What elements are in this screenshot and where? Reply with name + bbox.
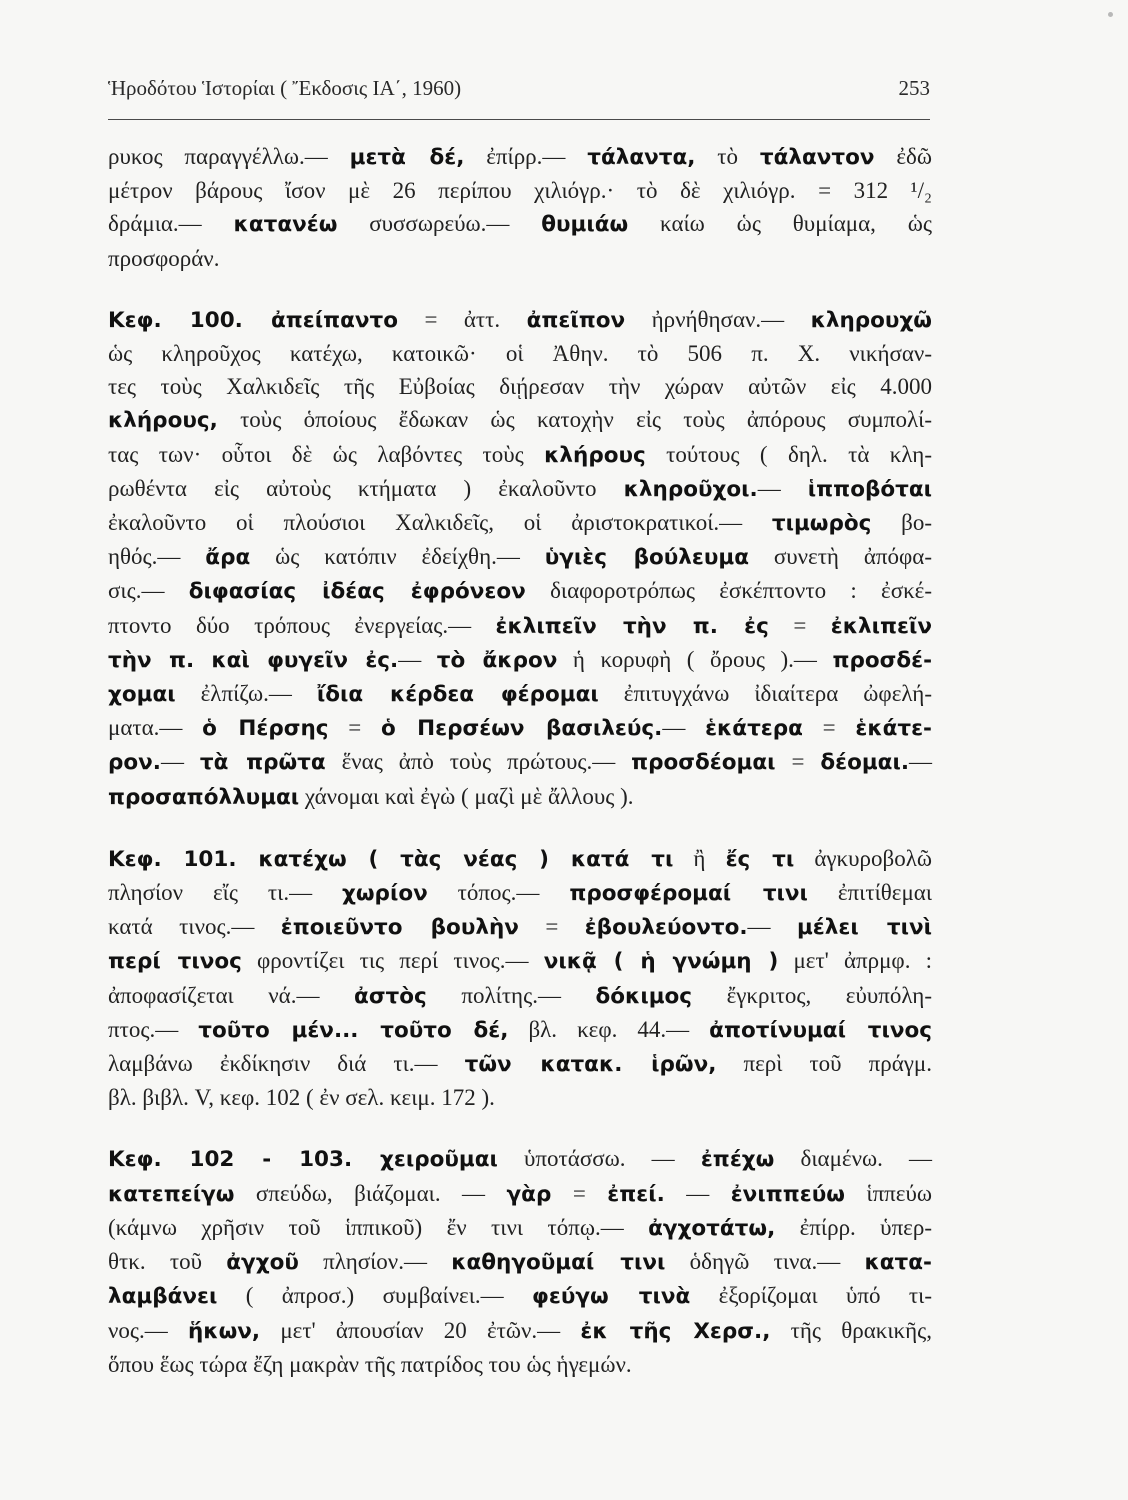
text-line xyxy=(108,711,932,745)
gloss-text: — xyxy=(160,749,200,775)
lemma-term: κατα- xyxy=(864,1250,932,1276)
gloss-text: — xyxy=(757,475,808,501)
gloss-text: τοὺς ὁποίους ἔδωκαν ὡς κατοχὴν εἰς τοὺς ἀπόρους συμπολί- xyxy=(217,407,932,433)
gloss-text: ματα.— xyxy=(108,715,203,741)
gloss-text: καίω ὡς θυμίαμα, ὡς xyxy=(628,211,932,237)
gloss-text: ἡ κορυφὴ ( ὄρους ).— xyxy=(557,646,833,672)
text-line xyxy=(108,303,932,337)
lemma-term: ἐπέχω xyxy=(700,1147,775,1173)
gloss-text: τούτους ( δηλ. τὰ κλη- xyxy=(645,441,932,467)
lemma-term: τὰ πρῶτα xyxy=(199,750,326,776)
paragraph xyxy=(108,842,932,1115)
lemma-term: περί τινος xyxy=(108,949,242,975)
text-line xyxy=(108,1081,932,1114)
lemma-term: τιμωρὸς xyxy=(771,511,872,537)
text-line xyxy=(108,574,932,608)
paragraph xyxy=(108,140,932,275)
lemma-term: κλήρους, xyxy=(108,408,218,434)
lemma-term: προσφέρομαί τινι xyxy=(569,881,808,907)
gloss-text: τες τοὺς Χαλκιδεῖς τῆς Εὐβοίας διῄρεσαν τὴν χώραν αὐτῶν εἰς 4.000 xyxy=(108,374,932,400)
gloss-text: μέτρον βάρους ἴσον μὲ 26 περίπου χιλιόγρ.· τὸ δὲ χιλιόγρ. = 312 ¹/₂ xyxy=(108,178,932,204)
gloss-text: ἠρνήθησαν.— xyxy=(625,306,811,332)
gloss-text: ὑποτάσσω. — xyxy=(497,1146,701,1172)
gloss-text: — xyxy=(398,646,437,672)
gloss-text: νος.— xyxy=(108,1317,188,1343)
gloss-text: — xyxy=(909,749,932,775)
lemma-term: τὴν π. καὶ φυγεῖν ἐς. xyxy=(108,647,399,673)
lemma-term: δέομαι. xyxy=(820,750,909,776)
gloss-text: ἐξορίζομαι ὑπό τι- xyxy=(690,1283,932,1309)
text-line xyxy=(108,1142,932,1176)
gloss-text: θτκ. τοῦ xyxy=(108,1249,227,1275)
gloss-text: μετ' ἀπρμφ. : xyxy=(778,948,932,974)
gloss-text: — xyxy=(747,914,797,940)
text-line xyxy=(108,1279,932,1313)
lemma-term: ἱπποβόται xyxy=(807,476,932,502)
lemma-term: ἐβουλεύοντο. xyxy=(584,915,748,941)
lemma-term: κληροῦχοι. xyxy=(623,476,758,502)
gloss-text: ὅπου ἕως τώρα ἔζη μακρὰν τῆς πατρίδος του ὡς ἡγεμών. xyxy=(108,1351,632,1377)
gloss-text: ἀποφασίζεται νά.— xyxy=(108,982,355,1008)
lemma-term: ἐκλιπεῖν xyxy=(830,613,932,639)
lemma-term: κατεπείγω xyxy=(108,1181,235,1207)
text-line xyxy=(108,207,932,241)
gloss-text: ἕνας ἀπὸ τοὺς πρώτους.— xyxy=(325,749,632,775)
lemma-term: χωρίον xyxy=(342,881,428,907)
text-line xyxy=(108,403,932,437)
lemma-term: τάλαντον xyxy=(759,145,875,170)
text-line xyxy=(108,337,932,370)
text-line xyxy=(108,540,932,574)
gloss-text: πτος.— xyxy=(108,1016,199,1042)
gloss-text: ρυκος παραγγέλλω.— xyxy=(108,144,350,169)
gloss-text: περὶ τοῦ πράγμ. xyxy=(716,1051,932,1077)
lemma-term: ἔς τι xyxy=(725,846,795,872)
gloss-text: ρωθέντα εἰς αὐτοὺς κτήματα ) ἐκαλοῦντο xyxy=(108,475,624,501)
lemma-term: ἐνιππεύω xyxy=(730,1181,845,1207)
gloss-text: — xyxy=(662,715,706,741)
gloss-text: διαφοροτρόπως ἐσκέπτοντο : ἐσκέ- xyxy=(525,578,933,604)
gloss-text: = xyxy=(768,612,831,638)
lemma-term: ἀστὸς xyxy=(354,983,427,1009)
gloss-text: ηθός.— xyxy=(108,544,206,570)
lemma-term: ἐποιεῦντο βουλὴν xyxy=(280,915,519,941)
lemma-term: ἄρα xyxy=(205,545,251,571)
paragraph xyxy=(108,303,932,814)
gloss-text: κατά τινος.— xyxy=(108,914,281,940)
gloss-text: ἔγκριτος, εὐυπόλη- xyxy=(692,982,932,1008)
lemma-term: ἑκάτερα xyxy=(705,716,803,742)
gloss-text: φροντίζει τις περί τινος.— xyxy=(241,948,544,974)
gloss-text: μετ' ἀπουσίαν 20 ἐτῶν.— xyxy=(260,1317,581,1343)
gloss-text: ἐπίρρ.— xyxy=(464,144,588,169)
gloss-text: = xyxy=(551,1180,608,1206)
text-line xyxy=(108,643,932,677)
text-line xyxy=(108,1314,932,1348)
gloss-text: ἢ xyxy=(673,845,726,871)
text-line xyxy=(108,1348,932,1381)
gloss-text: πολίτης.— xyxy=(426,982,596,1008)
gloss-text: ἱππεύω xyxy=(844,1180,932,1206)
lemma-term: κληρουχῶ xyxy=(810,307,932,333)
lemma-term: χομαι xyxy=(108,682,176,708)
lemma-term: ἀποτίνυμαί τινος xyxy=(709,1017,932,1043)
gloss-text: προσφοράν. xyxy=(108,245,220,271)
lemma-term: γὰρ xyxy=(506,1181,552,1207)
gloss-text: συσσωρεύω.— xyxy=(337,211,542,237)
gloss-text: σπεύδω, βιάζομαι. — xyxy=(234,1180,507,1206)
lemma-term: λαμβάνει xyxy=(108,1284,218,1310)
lemma-term: τῶν κατακ. ἱρῶν, xyxy=(464,1052,717,1078)
text-line xyxy=(108,1013,932,1047)
header-rule xyxy=(108,119,930,120)
lemma-term: δόκιμος xyxy=(595,983,693,1009)
text-line xyxy=(108,370,932,403)
gloss-text: ἐπιτυγχάνω ἰδιαίτερα ὠφελή- xyxy=(598,681,932,707)
text-line xyxy=(108,745,932,779)
lemma-term: ἀγχοῦ xyxy=(226,1250,299,1276)
lemma-term: κλήρους xyxy=(544,442,646,468)
lemma-term: τὸ ἄκρον xyxy=(436,647,558,673)
gloss-text: τας των· οὗτοι δὲ ὡς λαβόντες τοὺς xyxy=(108,441,545,467)
text-line xyxy=(108,174,932,207)
text-line xyxy=(108,876,932,910)
gloss-text: = xyxy=(328,715,381,741)
header-title: Ἡροδότου Ἱστορίαι ( Ἔκδοσις ΙΑ΄, 1960) xyxy=(108,76,462,100)
gloss-text: πλησίον.— xyxy=(298,1249,452,1275)
gloss-text: βλ. βιβλ. V, κεφ. 102 ( ἐν σελ. κειμ. 172 ). xyxy=(108,1085,495,1111)
gloss-text: χάνομαι καὶ ἐγὼ ( μαζὶ μὲ ἄλλους ). xyxy=(299,783,634,809)
lemma-term: ἀγχοτάτω, xyxy=(648,1215,776,1241)
gloss-text: = xyxy=(518,914,585,940)
scan-speck xyxy=(1108,12,1113,17)
text-line xyxy=(108,1047,932,1081)
gloss-text: ( ἀπροσ.) συμβαίνει.— xyxy=(217,1283,533,1309)
gloss-text: = ἀττ. xyxy=(398,306,527,332)
gloss-text: σις.— xyxy=(108,578,189,604)
gloss-text: ἐλπίζω.— xyxy=(175,681,317,707)
text-line xyxy=(108,780,932,814)
text-line xyxy=(108,1177,932,1211)
lemma-term: ὑγιὲς βούλευμα xyxy=(544,545,749,571)
gloss-text: ὡς κληροῦχος κατέχω, κατοικῶ· οἱ Ἀθην. τὸ 506 π. Χ. νικήσαν- xyxy=(108,341,932,367)
text-line xyxy=(108,979,932,1013)
page-number: 253 xyxy=(898,76,930,100)
lemma-term: προσδέ- xyxy=(832,647,933,673)
lemma-term: ρον. xyxy=(108,750,161,776)
gloss-text: δράμια.— xyxy=(108,211,234,237)
gloss-text: ἐπίρρ. ὑπερ- xyxy=(775,1214,932,1240)
lemma-term: φεύγω τινὰ xyxy=(532,1284,691,1310)
gloss-text: τὸ xyxy=(695,144,760,169)
lemma-term: Κεφ. 102 - 103. χειροῦμαι xyxy=(108,1147,498,1173)
running-header xyxy=(108,74,934,114)
lemma-term: ὁ Περσέων βασιλεύς. xyxy=(380,716,663,742)
lemma-term: ἐκλιπεῖν τὴν π. ἐς xyxy=(495,613,769,639)
gloss-text: λαμβάνω ἐκδίκησιν διά τι.— xyxy=(108,1051,465,1077)
text-line xyxy=(108,609,932,643)
lemma-term: διφασίας ἰδέας ἐφρόνεον xyxy=(188,579,526,605)
lemma-term: μετὰ δέ, xyxy=(349,145,465,170)
text-line xyxy=(108,140,932,174)
lemma-term: ὁ Πέρσης xyxy=(202,716,329,742)
text-line xyxy=(108,1245,932,1279)
gloss-text: ἀγκυροβολῶ xyxy=(794,845,933,871)
lemma-term: ἴδια κέρδεα φέρομαι xyxy=(316,682,599,708)
lemma-term: μέλει τινὶ xyxy=(796,915,932,941)
gloss-text: = xyxy=(802,715,856,741)
lemma-term: θυμιάω xyxy=(541,212,629,238)
text-line xyxy=(108,910,932,944)
text-line xyxy=(108,506,932,540)
lemma-term: κατανέω xyxy=(233,212,338,238)
lemma-term: ἀπεῖπον xyxy=(526,307,626,333)
text-line xyxy=(108,472,932,506)
lemma-term: Κεφ. 101. κατέχω ( τὰς νέας ) κατά τι xyxy=(108,846,674,872)
gloss-text: πλησίον εἴς τι.— xyxy=(108,880,342,906)
lemma-term: τάλαντα, xyxy=(587,145,696,170)
text-line xyxy=(108,944,932,978)
gloss-text: (κάμνω χρῆσιν τοῦ ἱππικοῦ) ἔν τινι τόπῳ.— xyxy=(108,1214,649,1240)
gloss-text: βλ. κεφ. 44.— xyxy=(508,1016,710,1042)
paragraph xyxy=(108,1142,932,1380)
lemma-term: ἐπεί. xyxy=(607,1181,665,1207)
gloss-text: ἐκαλοῦντο οἱ πλούσιοι Χαλκιδεῖς, οἱ ἀριστοκρατικοί.— xyxy=(108,510,772,536)
gloss-text: διαμένω. — xyxy=(774,1146,933,1172)
page-body xyxy=(108,140,932,1381)
lemma-term: καθηγοῦμαί τινι xyxy=(451,1250,666,1276)
lemma-term: προσδέομαι xyxy=(631,750,776,776)
gloss-text: ὁδηγῶ τινα.— xyxy=(665,1249,865,1275)
lemma-term: νικᾷ ( ἡ γνώμη ) xyxy=(543,949,779,975)
text-line xyxy=(108,438,932,472)
gloss-text: = xyxy=(775,749,821,775)
gloss-text: τόπος.— xyxy=(427,880,570,906)
text-line xyxy=(108,1211,932,1245)
gloss-text: ἐπιτίθεμαι xyxy=(807,880,933,906)
text-line xyxy=(108,242,932,275)
gloss-text: βο- xyxy=(871,510,932,536)
lemma-term: ἀπείπαντο xyxy=(271,307,399,333)
lemma-term: ἐκ τῆς Χερσ., xyxy=(580,1318,771,1344)
gloss-text: ἐδῶ xyxy=(874,144,932,169)
lemma-term: προσαπόλλυμαι xyxy=(108,784,300,810)
lemma-term: ἑκάτε- xyxy=(855,716,932,742)
text-line xyxy=(108,842,932,876)
text-line xyxy=(108,677,932,711)
gloss-text: ὡς κατόπιν ἐδείχθη.— xyxy=(250,544,545,570)
gloss-text: — xyxy=(664,1180,731,1206)
gloss-text: συνετὴ ἀπόφα- xyxy=(748,544,932,570)
lemma-term: τοῦτο μέν... τοῦτο δέ, xyxy=(198,1017,509,1043)
lemma-term: ἥκων, xyxy=(188,1318,261,1344)
lemma-term: Κεφ. 100. xyxy=(108,307,271,333)
gloss-text: τῆς θρακικῆς, xyxy=(770,1317,933,1343)
gloss-text: πτοντο δύο τρόπους ἐνεργείας.— xyxy=(108,612,496,638)
